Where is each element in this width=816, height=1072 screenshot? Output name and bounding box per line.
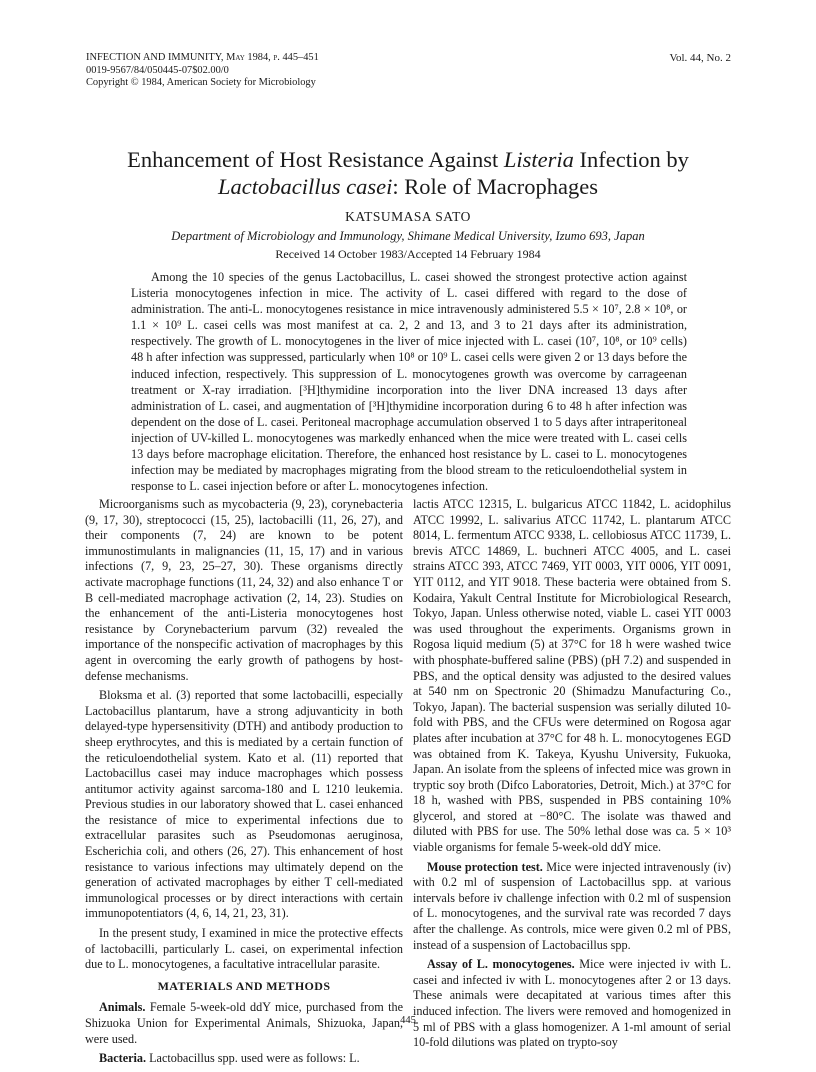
- page-number: 445: [400, 1015, 416, 1026]
- intro-paragraph-1: Microorganisms such as mycobacteria (9, 23), corynebacteria (9, 17, 30), streptococci (15, 25), lactobacilli (11, 26, 27), and their components (7, 24) are known to be potent immunostimulants in malignancies (11, 15, 17) and in various infections (7, 9, 23, 25–27, 30). These organisms directly activate macrophage functions (11, 24, 32) and also enhance T or B cell-mediated macrophage activation (2, 14, 23). Studies on the enhancement of the anti-Listeria monocytogenes host resistance by Corynebacterium parvum (32) revealed the importance of the nonspecific activation of macrophages by this agent in overcoming the early growth of pathogens by host-defense mechanisms.: [85, 497, 403, 683]
- bacteria-continued-paragraph: lactis ATCC 12315, L. bulgaricus ATCC 11842, L. acidophilus ATCC 19992, L. salivarius ATCC 11742, L. plantarum ATCC 8014, L. fermentum ATCC 9338, L. cellobiosus ATCC 11739, L. brevis ATCC 14869, L. buchneri ATCC 4005, and L. casei strains ATCC 393, ATCC 7469, YIT 0003, YIT 0006, YIT 0091, YIT 0112, and YIT 9018. These bacteria were obtained from S. Kodaira, Yakult Central Institute for Microbiological Research, Tokyo, Japan. Unless otherwise noted, viable L. casei YIT 0003 was used throughout the experiments. Organisms grown in Rogosa liquid medium (5) at 37°C for 18 h were washed twice with phosphate-buffered saline (PBS) (pH 7.2) and suspended in PBS, and the optical density was adjusted to the desired values at 540 nm on Spectronic 20 (Shimadzu Manufacturing Co., Tokyo, Japan). The bacterial suspension was serially diluted 10-fold with PBS, and the CFUs were determined on Rogosa agar plates after incubation at 37°C for 48 h. L. monocytogenes EGD was obtained from K. Takeya, Kyushu University, Fukuoka, Japan. An isolate from the spleens of infected mice was grown in tryptic soy broth (Difco Laboratories, Detroit, Mich.) at 37°C for 18 h, washed with PBS, suspended in PBS containing 10% glycerol, and stored at −80°C. The isolate was thawed and diluted with PBS for use. The 50% lethal dose was ca. 5 × 10³ viable organisms for female 5-week-old ddY mice.: [413, 497, 731, 855]
- bacteria-paragraph: [85, 1051, 403, 1067]
- title-part-1: Enhancement of Host Resistance Against: [127, 147, 504, 172]
- title-genus-listeria: Listeria: [503, 147, 574, 172]
- journal-citation: INFECTION AND IMMUNITY, May 1984, p. 445–451: [86, 52, 319, 63]
- assay-runin-heading: Assay of L. monocytogenes.: [427, 957, 575, 972]
- assay-paragraph: [413, 957, 731, 1051]
- bacteria-text: Lactobacillus spp. used were as follows: L.: [146, 1051, 360, 1066]
- assay-text: Mice were injected iv with L. casei and infected iv with L. monocytogenes after 2 or 13 days. These animals were decapitated at various times after this induced infection. The livers were removed and homogenized in 5 ml of PBS with a glass homogenizer. A 1-ml amount of serial 10-fold dilutions was plated on trypto-soy: [413, 957, 732, 1050]
- intro-paragraph-2: Bloksma et al. (3) reported that some lactobacilli, especially Lactobacillus plantarum, have a strong adjuvanticity in both delayed-type hypersensitivity (DTH) and antibody production to sheep erythrocytes, and this is mediated by a certain function of the reticuloendothelial system. Kato et al. (11) reported that Lactobacillus casei may induce macrophages which possess antitumor activity against sarcoma-180 and L 1210 leukemia. Previous studies in our laboratory showed that L. casei enhanced the resistance of mice to experimental infections due to extracellular parasites such as Pseudomonas aeruginosa, Escherichia coli, and others (26, 27). This enhancement of host resistance to various infections may ultimately depend on the generation of activated macrophages by either T cell-mediated immunological processes or by direct interactions with certain immunopotentiators (4, 6, 14, 21, 23, 31).: [85, 688, 403, 921]
- abstract: Among the 10 species of the genus Lactobacillus, L. casei showed the strongest protective action against Listeria monocytogenes infection in mice. The activity of L. casei differed with regard to the dose of administration. The anti-L. monocytogenes resistance in mice intravenously administered 5.5 × 10⁷, 2.8 × 10⁸, or 1.1 × 10⁹ L. casei cells was most manifest at ca. 2, 2 and 13, and 3 to 21 days after its administration, respectively. The growth of L. monocytogenes in the liver of mice injected with L. casei (10⁷, 10⁸, or 10⁹ cells) 48 h after infection was suppressed, particularly when 10⁸ or 10⁹ L. casei cells were given 2 or 13 days before the induced infection, respectively. This suppression of L. monocytogenes growth was overcome by carrageenan treatment or X-ray irradiation. [³H]thymidine incorporation into the liver DNA increased 13 days after administration of L. casei, and augmentation of [³H]thymidine incorporation during 6 to 48 h after infection was dependent on the dose of L. casei. Peritoneal macrophage accumulation observed 1 to 5 days after intraperitoneal injection of UV-killed L. monocytogenes was markedly enhanced when the mice were treated with L. casei cells 13 days before macrophage elicitation. Therefore, the enhanced host resistance by L. casei to L. monocytogenes infection may be mediated by macrophages migrating from the blood stream to the reticuloendothelial system in response to L. casei injection before or after L. monocytogenes infection.: [131, 270, 687, 494]
- animals-text: Female 5-week-old ddY mice, purchased from the Shizuoka Union for Experimental Animals, Shizuoka, Japan, were used.: [85, 1000, 403, 1046]
- title-species-lactobacillus: Lactobacillus casei: [218, 174, 393, 199]
- author-affiliation: Department of Microbiology and Immunology, Shimane Medical University, Izumo 693, Japan: [171, 229, 645, 243]
- volume-issue: Vol. 44, No. 2: [669, 52, 731, 64]
- copyright-notice: Copyright © 1984, American Society for Microbiology: [86, 77, 316, 88]
- title-part-2: Infection by: [573, 147, 689, 172]
- author-name: KATSUMASA SATO: [345, 209, 471, 224]
- section-heading-methods: MATERIALS AND METHODS: [157, 978, 331, 993]
- left-column: [85, 497, 403, 1071]
- journal-header: [86, 52, 319, 90]
- mouse-protection-paragraph: [413, 860, 731, 954]
- title-part-3: : Role of Macrophages: [392, 174, 598, 199]
- bacteria-runin-heading: Bacteria.: [99, 1051, 147, 1066]
- article-code: 0019-9567/84/050445-07$02.00/0: [86, 64, 229, 76]
- article-title: [80, 146, 736, 200]
- intro-paragraph-3: In the present study, I examined in mice the protective effects of lactobacilli, particularly L. casei, on experimental infection due to L. monocytogenes, a facultative intracellular parasite.: [85, 926, 403, 972]
- mouse-protection-text: Mice were injected intravenously (iv) with 0.2 ml of suspension of Lactobacillus spp. at various intervals before iv challenge infection with 0.2 ml of suspension of L. monocytogenes, and the survival rate was recorded 7 days after the challenge. As controls, mice were given 0.2 ml of PBS, instead of a suspension of Lactobacillus spp.: [413, 859, 731, 952]
- animals-runin-heading: Animals.: [99, 1000, 146, 1015]
- mouse-protection-runin-heading: Mouse protection test.: [427, 859, 543, 874]
- received-dates: Received 14 October 1983/Accepted 14 February 1984: [275, 247, 541, 261]
- right-column: [413, 497, 731, 1055]
